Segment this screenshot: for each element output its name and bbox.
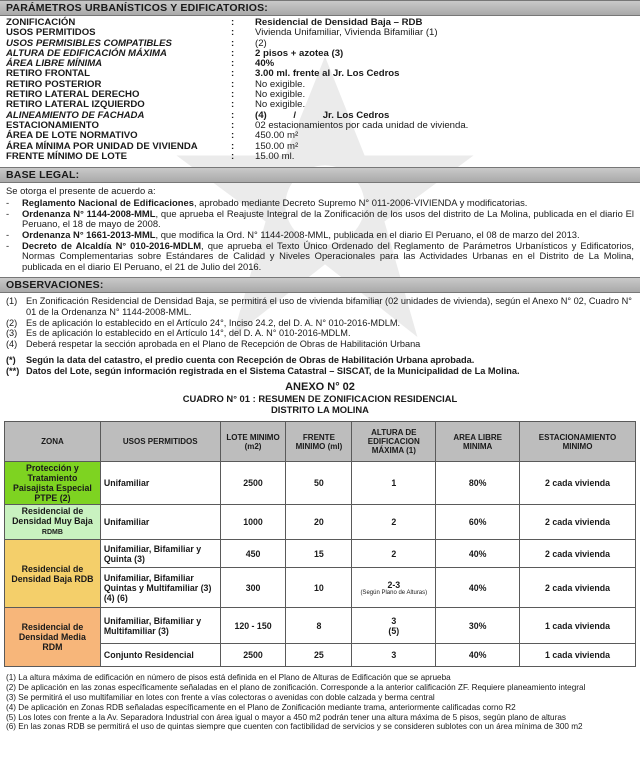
estacionamiento-cell: 2 cada vivienda <box>520 462 636 505</box>
param-value: Vivienda Unifamiliar, Vivienda Bifamiliar (1) <box>255 27 438 39</box>
uso-cell: Unifamiliar, Bifamiliar y Quinta (3) <box>100 540 220 568</box>
altura-cell: 2 <box>352 540 436 568</box>
zone-cell: Residencial de Densidad Media RDM <box>5 608 101 667</box>
param-row: ZONIFICACIÓN : Residencial de Densidad Baja – RDB <box>6 18 634 28</box>
zone-cell: Residencial de Densidad Muy Baja RDMB <box>5 505 101 540</box>
param-label: USOS PERMISIBLES COMPATIBLES <box>6 37 172 49</box>
param-label: RETIRO LATERAL DERECHO <box>6 89 140 101</box>
lote-cell: 2500 <box>220 644 286 667</box>
param-row: ÁREA MÍNIMA POR UNIDAD DE VIVIENDA : 150.00 m² <box>6 142 634 152</box>
table-header-row <box>5 422 636 462</box>
param-row: ÁREA LIBRE MÍNIMA : 40% <box>6 59 634 69</box>
param-row: USOS PERMITIDOS : Vivienda Unifamiliar, Vivienda Bifamiliar (1) <box>6 28 634 38</box>
param-label: FRENTE MÍNIMO DE LOTE <box>6 150 127 162</box>
law-name: Decreto de Alcaldía N° 010-2016-MDLM <box>22 239 202 251</box>
table-row <box>5 608 636 644</box>
lote-cell: 450 <box>220 540 286 568</box>
altura-cell: 1 <box>352 462 436 505</box>
zoning-table <box>4 421 636 667</box>
column-header: USOS PERMITIDOS <box>100 422 220 462</box>
observation-note: (**) Datos del Lote, según información registrada en el Sistema Catastral – SISCAT, de la Municipalidad de La Molina. <box>6 365 520 376</box>
param-row: RETIRO FRONTAL : 3.00 ml. frente al Jr. Los Cedros <box>6 69 634 79</box>
param-value: No exigible. <box>255 99 306 111</box>
area-cell: 80% <box>436 462 520 505</box>
param-value: No exigible. <box>255 78 306 90</box>
law-text: , aprobado mediante Decreto Supremo N° 011-2006-VIVIENDA y modificatorias. <box>193 197 528 209</box>
frente-cell: 15 <box>286 540 352 568</box>
param-value: 15.00 ml. <box>255 150 295 162</box>
table-row <box>5 462 636 505</box>
area-cell: 60% <box>436 505 520 540</box>
param-label: ÁREA LIBRE MÍNIMA <box>6 58 103 70</box>
law-text: , que aprueba el Texto Único Ordenado del Reglamento de Parámetros Urbanísticos y Edificatorios, Normas Complementarias sobre Estándares de Calidad y Niveles Operacionales para las Actividades Urbanas en el Distrito de La Molina, publicada en el diario El Peruano, el 21 de Julio del 2016. <box>22 239 634 272</box>
law-item: - Decreto de Alcaldía N° 010-2016-MDLM, que aprueba el Texto Único Ordenado del Reglamento de Parámetros Urbanísticos y Edificatorios, Normas Complementarias sobre Estándares de Calidad y Niveles Operacionales para las Actividades Urbanas en el Distrito de La Molina, publicada en el diario El Peruano, el 21 de Julio del 2016. <box>6 239 634 272</box>
footnote: (3) Se permitirá el uso multifamiliar en lotes con frente a vías colectoras o avenidas con doble calzada y berma central <box>6 693 435 703</box>
param-label: ESTACIONAMIENTO <box>6 119 99 131</box>
column-header: FRENTE MINIMO (ml) <box>286 422 352 462</box>
column-header: ESTACIONAMIENTO MINIMO <box>520 422 636 462</box>
uso-cell: Unifamiliar, Bifamiliar y Multifamiliar (3) <box>100 608 220 644</box>
param-label: ÁREA MÍNIMA POR UNIDAD DE VIVIENDA <box>6 140 198 152</box>
footnote: (1) La altura máxima de edificación en número de pisos está definida en el Plano de Alturas de Edificación que se aprueba <box>6 673 451 683</box>
parametros-list <box>0 16 640 162</box>
param-label: ALTURA DE EDIFICACIÓN MÁXIMA <box>6 47 167 59</box>
param-row: ÁREA DE LOTE NORMATIVO : 450.00 m² <box>6 131 634 141</box>
uso-cell: Conjunto Residencial <box>100 644 220 667</box>
area-cell: 40% <box>436 540 520 568</box>
zone-cell: Residencial de Densidad Baja RDB <box>5 540 101 608</box>
param-row: ESTACIONAMIENTO : 02 estacionamientos por cada unidad de vivienda. <box>6 121 634 131</box>
anexo-subtitle: CUADRO N° 01 : RESUMEN DE ZONIFICACION RESIDENCIAL <box>182 393 458 405</box>
param-label: USOS PERMITIDOS <box>6 27 96 39</box>
param-value: No exigible. <box>255 89 306 101</box>
column-header: ZONA <box>5 422 101 462</box>
observation-item: (2) Es de aplicación lo establecido en el Artículo 24°, Inciso 24.2, del D. A. N° 010-2016-MDLM. <box>6 317 401 328</box>
observation-item: (1) En Zonificación Residencial de Densidad Baja, se permitirá el uso de vivienda bifamiliar (02 unidades de vivienda), según el Anexo N° 02, Cuadro N° 01 de la Ordenanza N° 1144-2008-MML. <box>6 296 632 317</box>
law-name: Ordenanza N° 1661-2013-MML <box>22 228 156 240</box>
param-label: ZONIFICACIÓN <box>6 17 76 28</box>
param-row: ALINEAMIENTO DE FACHADA : (4) / Jr. Los Cedros <box>6 111 634 121</box>
param-value: 3.00 ml. frente al Jr. Los Cedros <box>255 68 400 80</box>
base-legal-intro: Se otorga el presente de acuerdo a: <box>6 185 156 197</box>
area-cell: 40% <box>436 568 520 608</box>
estacionamiento-cell: 2 cada vivienda <box>520 568 636 608</box>
uso-cell: Unifamiliar <box>100 462 220 505</box>
column-header: ALTURA DE EDIFICACION MÁXIMA (1) <box>352 422 436 462</box>
footnote: (5) Los lotes con frente a la Av. Separadora Industrial con área igual o mayor a 450 m2 podrán tener una altura máxima de 5 pisos, según plano de alturas <box>6 712 566 722</box>
law-item: - Ordenanza N° 1661-2013-MML, que modifica la Ord. N° 1144-2008-MML, publicada en el diario El Peruano, el 08 de marzo del 2013. <box>6 228 580 240</box>
param-row: FRENTE MÍNIMO DE LOTE : 15.00 ml. <box>6 152 634 162</box>
observation-item: (3) Es de aplicación lo establecido en el Artículo 14°, del D. A. N° 010-2016-MDLM. <box>6 328 351 339</box>
frente-cell: 50 <box>286 462 352 505</box>
param-value: 450.00 m² <box>255 130 299 142</box>
uso-cell: Unifamiliar, Bifamiliar Quintas y Multifamiliar (3) (4) (6) <box>100 568 220 608</box>
footnote: (6) En las zonas RDB se permitirá el uso de quintas siempre que cuenten con factibilidad de servicios y se consideren sublotes con un área mínima de 300 m2 <box>6 722 583 732</box>
law-name: Reglamento Nacional de Edificaciones <box>22 197 194 209</box>
altura-cell: 3 (5) <box>352 608 436 644</box>
law-name: Ordenanza N° 1144-2008-MML <box>22 207 156 219</box>
column-header: LOTE MINIMO (m2) <box>220 422 286 462</box>
frente-cell: 8 <box>286 608 352 644</box>
observation-note: (*) Según la data del catastro, el predio cuenta con Recepción de Obras de Habilitación Urbana aprobada. <box>6 355 475 366</box>
lote-cell: 300 <box>220 568 286 608</box>
zone-cell: Protección y Tratamiento Paisajista Especial PTPE (2) <box>5 462 101 505</box>
estacionamiento-cell: 1 cada vivienda <box>520 608 636 644</box>
frente-cell: 10 <box>286 568 352 608</box>
param-label: RETIRO POSTERIOR <box>6 78 102 90</box>
lote-cell: 120 - 150 <box>220 608 286 644</box>
estacionamiento-cell: 1 cada vivienda <box>520 644 636 667</box>
param-label: ÁREA DE LOTE NORMATIVO <box>6 130 138 142</box>
param-label: RETIRO FRONTAL <box>6 68 91 80</box>
param-value: (4) / Jr. Los Cedros <box>255 109 390 121</box>
column-header: AREA LIBRE MINIMA <box>436 422 520 462</box>
frente-cell: 25 <box>286 644 352 667</box>
param-row: RETIRO LATERAL DERECHO : No exigible. <box>6 90 634 100</box>
param-row: RETIRO LATERAL IZQUIERDO : No exigible. <box>6 100 634 110</box>
param-value: 02 estacionamientos por cada unidad de vivienda. <box>255 119 469 131</box>
area-cell: 30% <box>436 608 520 644</box>
altura-cell: 3 <box>352 644 436 667</box>
anexo-district: DISTRITO LA MOLINA <box>271 404 369 416</box>
table-row <box>5 540 636 568</box>
anexo-title: ANEXO N° 02 <box>285 381 355 394</box>
param-row: ALTURA DE EDIFICACIÓN MÁXIMA : 2 pisos + azotea (3) <box>6 49 634 59</box>
area-cell: 40% <box>436 644 520 667</box>
lote-cell: 2500 <box>220 462 286 505</box>
param-row: RETIRO POSTERIOR : No exigible. <box>6 80 634 90</box>
param-value: 2 pisos + azotea (3) <box>255 47 344 59</box>
law-item: - Ordenanza N° 1144-2008-MML, que aprueba el Reajuste Integral de la Zonificación de los usos del distrito de La Molina, publicada en el diario El Peruano, el 18 de mayo de 2008. <box>6 207 634 230</box>
footnote: (4) De aplicación en Zonas RDB señaladas específicamente en el Plano de Zonificación mediante trama, anteriormente calificadas corno R2 <box>6 702 516 712</box>
param-value: 40% <box>255 58 275 70</box>
param-label: RETIRO LATERAL IZQUIERDO <box>6 99 145 111</box>
section-observaciones-title: OBSERVACIONES: <box>0 277 640 293</box>
estacionamiento-cell: 2 cada vivienda <box>520 540 636 568</box>
param-value: 150.00 m² <box>255 140 299 152</box>
lote-cell: 1000 <box>220 505 286 540</box>
param-value: (2) <box>255 37 267 49</box>
uso-cell: Unifamiliar <box>100 505 220 540</box>
frente-cell: 20 <box>286 505 352 540</box>
law-text: , que aprueba el Reajuste Integral de la Zonificación de los usos del distrito de La Molina, publicada en el diario El Peruano, el 18 de mayo de 2008. <box>22 207 634 230</box>
param-value: Residencial de Densidad Baja – RDB <box>255 17 423 28</box>
param-label: ALINEAMIENTO DE FACHADA <box>6 109 145 121</box>
law-text: , que modifica la Ord. N° 1144-2008-MML, publicada en el diario El Peruano, el 08 de marzo del 2013. <box>155 228 580 240</box>
altura-cell: 2-3 (Según Plano de Alturas) <box>352 568 436 608</box>
observation-item: (4) Deberá respetar la sección aprobada en el Plano de Recepción de Obras de Habilitación Urbana <box>6 338 421 349</box>
param-row: USOS PERMISIBLES COMPATIBLES : (2) <box>6 39 634 49</box>
altura-cell: 2 <box>352 505 436 540</box>
section-base-legal-title: BASE LEGAL: <box>0 167 640 183</box>
section-parametros-title: PARÁMETROS URBANÍSTICOS Y EDIFICATORIOS: <box>0 0 640 16</box>
estacionamiento-cell: 2 cada vivienda <box>520 505 636 540</box>
footnote: (2) De aplicación en las zonas específicamente señaladas en el plano de zonificación. Corresponde a la anterior calificación ZF. Requiere planeamiento integral <box>6 683 586 693</box>
table-row <box>5 505 636 540</box>
law-item: - Reglamento Nacional de Edificaciones, aprobado mediante Decreto Supremo N° 011-2006-VIVIENDA y modificatorias. <box>6 197 528 209</box>
